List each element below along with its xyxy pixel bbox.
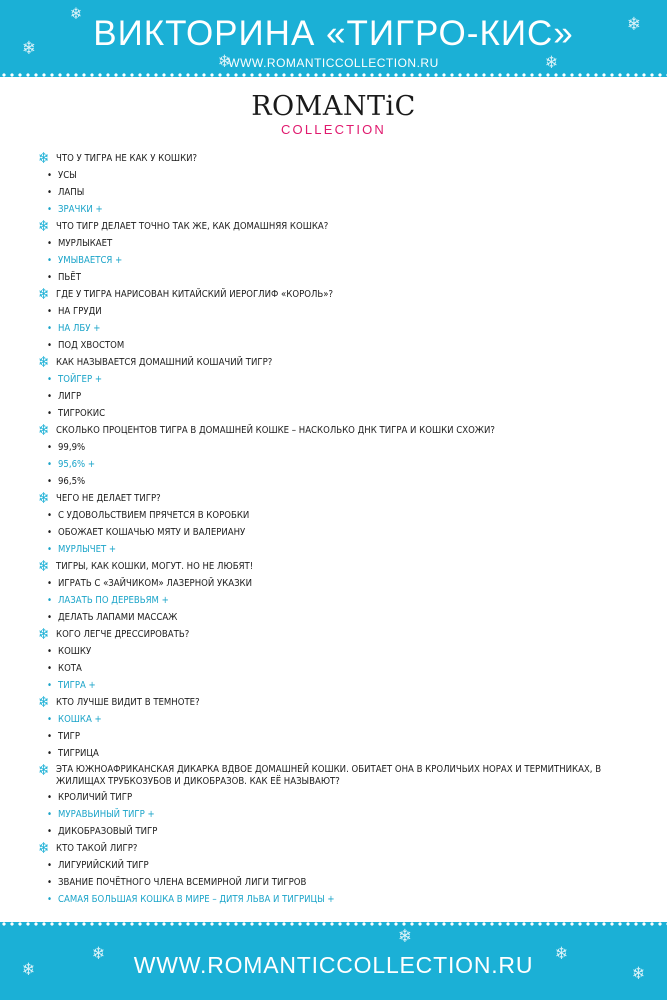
answer-option: • ЗВАНИЕ ПОЧЁТНОГО ЧЛЕНА ВСЕМИРНОЙ ЛИГИ ТИГРОВ — [40, 874, 640, 891]
quiz-question — [40, 218, 640, 235]
answer-option-correct: • ЛАЗАТЬ ПО ДЕРЕВЬЯМ + — [40, 592, 640, 609]
question-text: ЧТО ТИГР ДЕЛАЕТ ТОЧНО ТАК ЖЕ, КАК ДОМАШНЯЯ КОШКА? — [56, 221, 329, 232]
quiz-question — [40, 626, 640, 643]
question-text: ЭТА ЮЖНОАФРИКАНСКАЯ ДИКАРКА ВДВОЕ ДОМАШНЕЙ КОШКИ. ОБИТАЕТ ОНА В КРОЛИЧЬИХ НОРАХ И ТЕРМИТНИКАХ, В ЖИЛИЩАХ ТРУБКОЗУБОВ И ДИКОБРАЗОВ. КАК ЕЁ НАЗЫВАЮТ? — [56, 764, 602, 787]
answer-option: • ТИГРИЦА — [40, 745, 640, 762]
quiz-question — [40, 286, 640, 303]
answer-option: • 99,9% — [40, 439, 640, 456]
question-text: КАК НАЗЫВАЕТСЯ ДОМАШНИЙ КОШАЧИЙ ТИГР? — [56, 357, 273, 368]
question-text: ЧТО У ТИГРА НЕ КАК У КОШКИ? — [56, 153, 198, 164]
snowflake-icon: ❄ — [218, 52, 231, 72]
snowflake-icon: ❄ — [38, 625, 50, 643]
question-text: КОГО ЛЕГЧЕ ДРЕССИРОВАТЬ? — [56, 629, 190, 640]
answer-option: • ЛАПЫ — [40, 184, 640, 201]
answer-option: • ПЬЁТ — [40, 269, 640, 286]
answer-option-correct: • ТИГРА + — [40, 677, 640, 694]
answer-option: • ДИКОБРАЗОВЫЙ ТИГР — [40, 823, 640, 840]
logo-subtext: COLLECTION — [280, 122, 387, 137]
snowflake-icon: ❄ — [38, 761, 50, 779]
answer-option-correct: • МУРЛЫЧЕТ + — [40, 541, 640, 558]
answer-option: • КРОЛИЧИЙ ТИГР — [40, 789, 640, 806]
question-text: ГДЕ У ТИГРА НАРИСОВАН КИТАЙСКИЙ ИЕРОГЛИФ «КОРОЛЬ»? — [56, 289, 334, 300]
answer-option: • МУРЛЫКАЕТ — [40, 235, 640, 252]
quiz-question — [40, 422, 640, 439]
brand-logo[interactable] — [0, 92, 667, 138]
snowflake-icon: ❄ — [38, 839, 50, 857]
snowflake-icon: ❄ — [22, 38, 36, 59]
quiz-list — [40, 150, 640, 908]
answer-option: • ТИГРОКИС — [40, 405, 640, 422]
snowflake-icon: ❄ — [38, 421, 50, 439]
answer-option: • ИГРАТЬ С «ЗАЙЧИКОМ» ЛАЗЕРНОЙ УКАЗКИ — [40, 575, 640, 592]
answer-option: • УСЫ — [40, 167, 640, 184]
question-text: КТО ЛУЧШЕ ВИДИТ В ТЕМНОТЕ? — [56, 697, 200, 708]
answer-option: • КОШКУ — [40, 643, 640, 660]
snowflake-icon: ❄ — [92, 944, 105, 964]
answer-option-correct: • НА ЛБУ + — [40, 320, 640, 337]
page-title: ВИКТОРИНА «ТИГРО-КИС» — [93, 14, 574, 53]
quiz-question — [40, 558, 640, 575]
header-url[interactable]: WWW.ROMANTICCOLLECTION.RU — [228, 56, 439, 70]
snowflake-icon: ❄ — [627, 14, 641, 35]
answer-option: • С УДОВОЛЬСТВИЕМ ПРЯЧЕТСЯ В КОРОБКИ — [40, 507, 640, 524]
answer-option-correct: • КОШКА + — [40, 711, 640, 728]
snowflake-icon: ❄ — [545, 53, 558, 73]
footer-url[interactable]: WWW.ROMANTICCOLLECTION.RU — [133, 952, 534, 978]
snowflake-icon: ❄ — [38, 353, 50, 371]
snowflake-icon: ❄ — [38, 693, 50, 711]
question-text: КТО ТАКОЙ ЛИГР? — [56, 843, 138, 854]
snowflake-icon: ❄ — [632, 964, 645, 984]
answer-option-correct: • УМЫВАЕТСЯ + — [40, 252, 640, 269]
answer-option: • ЛИГР — [40, 388, 640, 405]
snowflake-icon: ❄ — [38, 557, 50, 575]
logo-text: ROMANTiC — [251, 91, 416, 122]
snowflake-icon: ❄ — [70, 4, 83, 23]
question-text: ТИГРЫ, КАК КОШКИ, МОГУТ. НО НЕ ЛЮБЯТ! — [56, 561, 254, 572]
header-band — [0, 0, 667, 77]
answer-option-correct: • МУРАВЬИНЫЙ ТИГР + — [40, 806, 640, 823]
answer-option: • КОТА — [40, 660, 640, 677]
snowflake-icon: ❄ — [38, 149, 50, 167]
quiz-question — [40, 150, 640, 167]
quiz-question — [40, 354, 640, 371]
answer-option-correct: • 95,6% + — [40, 456, 640, 473]
answer-option-correct: • ТОЙГЕР + — [40, 371, 640, 388]
snowflake-icon: ❄ — [38, 489, 50, 507]
snowflake-icon: ❄ — [555, 944, 568, 964]
answer-option: • 96,5% — [40, 473, 640, 490]
answer-option: • ЛИГУРИЙСКИЙ ТИГР — [40, 857, 640, 874]
snowflake-icon: ❄ — [398, 926, 412, 947]
question-text: СКОЛЬКО ПРОЦЕНТОВ ТИГРА В ДОМАШНЕЙ КОШКЕ – НАСКОЛЬКО ДНК ТИГРА И КОШКИ СХОЖИ? — [56, 425, 495, 436]
quiz-question — [40, 762, 640, 789]
answer-option: • ОБОЖАЕТ КОШАЧЬЮ МЯТУ И ВАЛЕРИАНУ — [40, 524, 640, 541]
answer-option: • ПОД ХВОСТОМ — [40, 337, 640, 354]
snowflake-icon: ❄ — [38, 217, 50, 235]
answer-option-correct: • ЗРАЧКИ + — [40, 201, 640, 218]
snowflake-icon: ❄ — [38, 285, 50, 303]
quiz-question — [40, 490, 640, 507]
quiz-question — [40, 694, 640, 711]
answer-option: • ТИГР — [40, 728, 640, 745]
answer-option: • ДЕЛАТЬ ЛАПАМИ МАССАЖ — [40, 609, 640, 626]
answer-option-correct: • САМАЯ БОЛЬШАЯ КОШКА В МИРЕ – ДИТЯ ЛЬВА И ТИГРИЦЫ + — [40, 891, 640, 908]
snowflake-icon: ❄ — [22, 960, 35, 980]
answer-option: • НА ГРУДИ — [40, 303, 640, 320]
question-text: ЧЕГО НЕ ДЕЛАЕТ ТИГР? — [56, 493, 161, 504]
quiz-question — [40, 840, 640, 857]
